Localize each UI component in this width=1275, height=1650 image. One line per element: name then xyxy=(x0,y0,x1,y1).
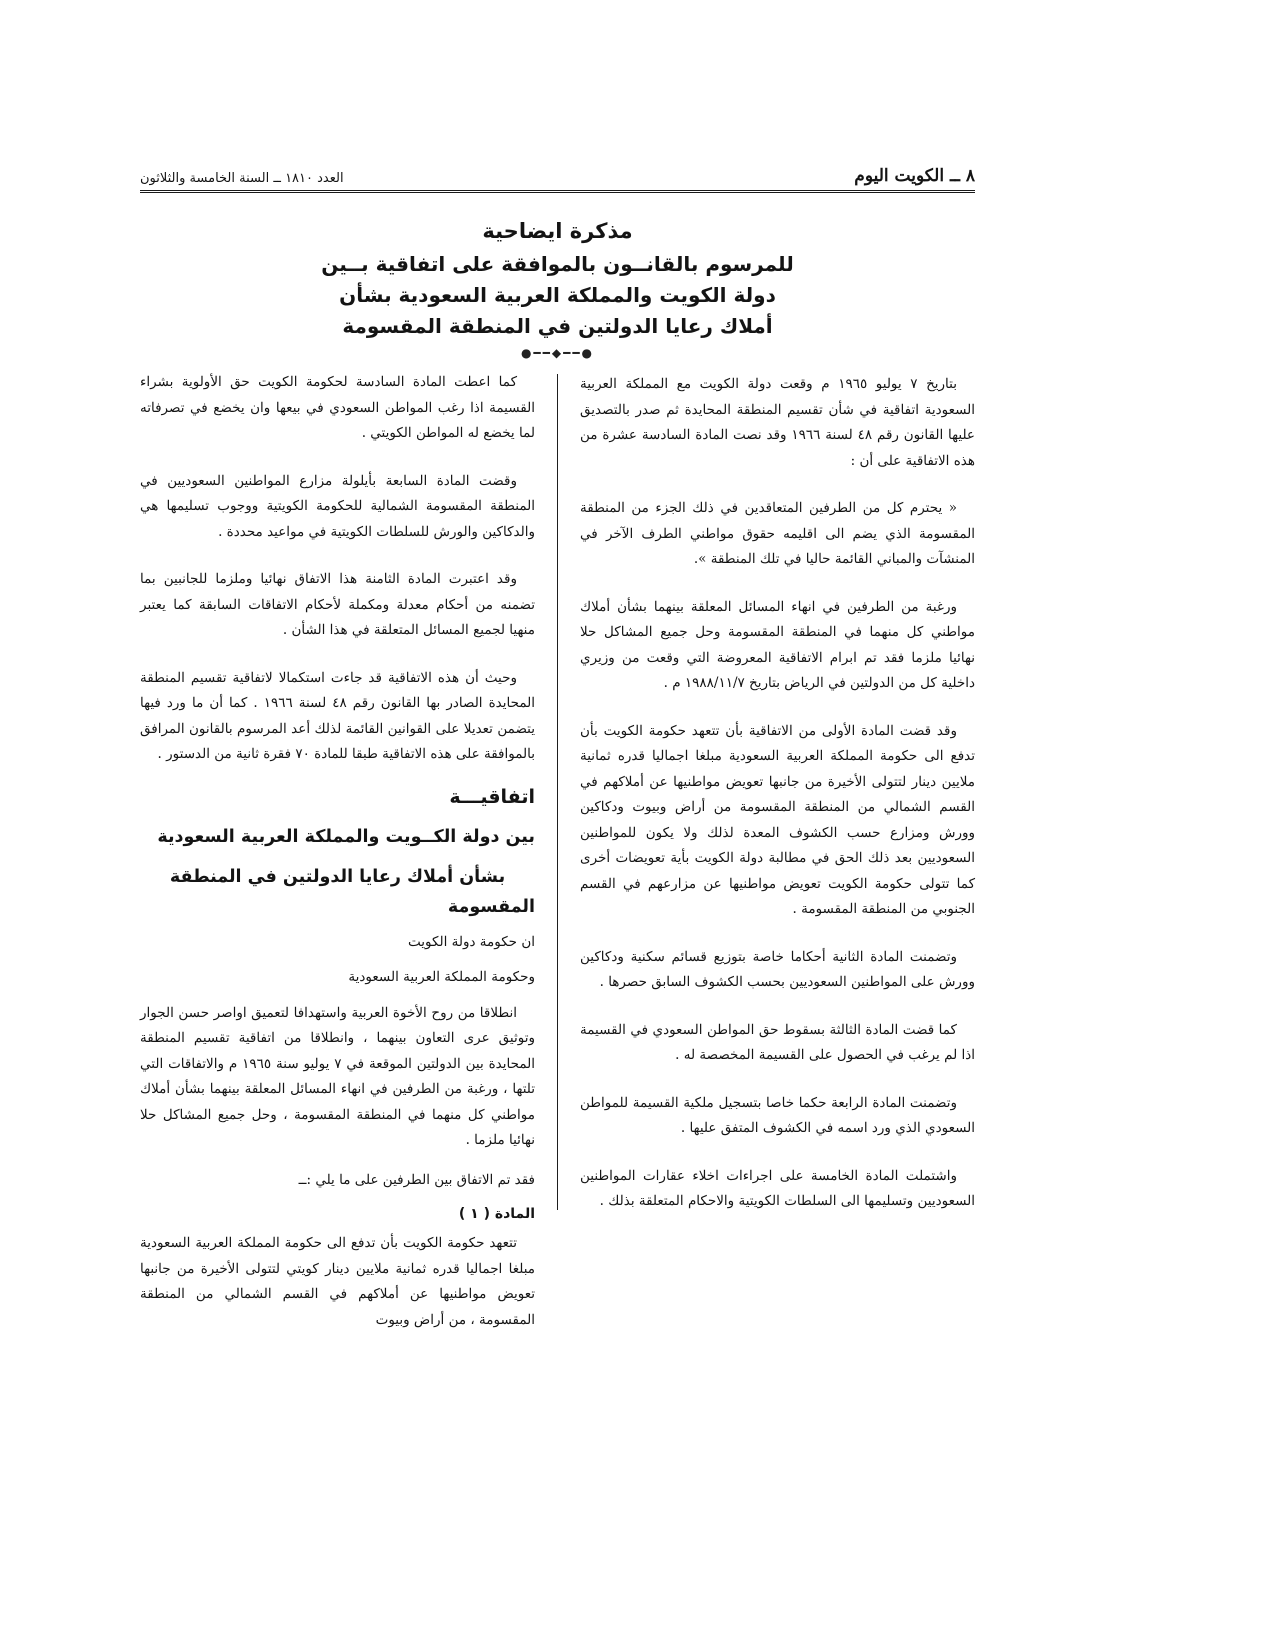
article-heading: المادة ( ١ ) xyxy=(458,1206,535,1222)
memo-title-block xyxy=(140,219,975,360)
memo-title-line-2: دولة الكويت والمملكة العربية السعودية بشأن xyxy=(339,283,776,307)
paragraph: وقضت المادة السابعة بأيلولة مزارع المواطنين السعوديين في المنطقة المقسومة الشمالية للحكومة الكويتية ووجوب تسليمها هي والدكاكين والورش للسلطات الكويتية في مواعيد محددة . xyxy=(140,472,535,540)
body-columns xyxy=(140,370,975,1328)
paragraph: « يحترم كل من الطرفين المتعاقدين في ذلك الجزء من المنطقة المقسومة الذي يضم الى اقليمه حقوق مواطني الطرف الآخر في المنشآت والمباني القائمة حاليا في تلك المنطقة ». xyxy=(580,500,975,567)
paragraph: واشتملت المادة الخامسة على اجراءات اخلاء عقارات المواطنين السعوديين وتسليمها الى السلطات الكويتية والاحكام المتعلقة بذلك . xyxy=(580,1167,975,1209)
newspaper-page xyxy=(140,160,975,1328)
newspaper-name: ٨ ــ الكويت اليوم xyxy=(854,166,975,186)
paragraph: ورغبة من الطرفين في انهاء المسائل المعلقة بينهما بشأن أملاك مواطني كل منهما في المنطقة المقسومة وحل جميع المشاكل حلا نهائيا ملزما فقد تم ابرام الاتفاقية المعروضة التي وقعت من وزيري داخلية كل من الدولتين في الرياض بتاريخ ١٩٨٨/١١/٧ م . xyxy=(580,598,975,691)
issue-info: العدد ١٨١٠ ــ السنة الخامسة والثلاثون xyxy=(140,171,344,186)
party-line: ان حكومة دولة الكويت xyxy=(408,933,535,950)
memo-title: مذكرة ايضاحية xyxy=(482,219,633,243)
column-divider xyxy=(557,374,558,1210)
paragraph: كما اعطت المادة السادسة لحكومة الكويت حق الأولوية بشراء القسيمة اذا رغب المواطن السعودي في بيعها وان يخضع في تصرفاته لما يخضع له المواطن الكويتي . xyxy=(140,374,535,441)
page-header xyxy=(140,160,975,193)
agreement-preamble: انطلاقا من روح الأخوة العربية واستهدافا لتعميق اواصر حسن الجوار وتوثيق عرى التعاون بينهما ، وانطلاقا من اتفاقية تقسيم المنطقة المحايدة بين الدولتين الموقعة في ٧ يوليو سنة ١٩٦٥ م والاتفاقات التي تلتها ، ورغبة من الطرفين في انهاء المسائل المعلقة بينهما بشأن أملاك مواطني كل منهما في المنطقة المقسومة ، وحل جميع المشاكل حلا نهائيا ملزما . xyxy=(140,1004,535,1148)
party-line: وحكومة المملكة العربية السعودية xyxy=(348,969,535,985)
paragraph: بتاريخ ٧ يوليو ١٩٦٥ م وقعت دولة الكويت مع المملكة العربية السعودية اتفاقية في شأن تقسيم المنطقة المحايدة ثم صدر بالتصديق عليها القانون رقم ٤٨ لسنة ١٩٦٦ وقد نصت المادة السادسة عشرة من هذه الاتفاقية على أن : xyxy=(580,376,975,469)
agreed-line: فقد تم الاتفاق بين الطرفين على ما يلي :ــ xyxy=(298,1171,535,1188)
right-column xyxy=(580,370,975,1230)
memo-title-line-3: أملاك رعايا الدولتين في المنطقة المقسومة xyxy=(342,314,773,338)
left-column xyxy=(140,370,535,1328)
paragraph: وقد اعتبرت المادة الثامنة هذا الاتفاق نهائيا وملزما للجانبين بما تضمنه من أحكام معدلة ومكملة لأحكام الاتفاقات السابقة كما يعتبر منهيا لجميع المسائل المتعلقة في هذا الشأن . xyxy=(140,571,535,638)
agreement-title-line-1: بين دولة الكــويت والمملكة العربية السعودية xyxy=(157,826,535,847)
paragraph: كما قضت المادة الثالثة بسقوط حق المواطن السعودي في القسيمة اذا لم يرغب في الحصول على القسيمة المخصصة له . xyxy=(580,1021,975,1063)
memo-title-line-1: للمرسوم بالقانــون بالموافقة على اتفاقية بــين xyxy=(321,252,794,276)
paragraph: وقد قضت المادة الأولى من الاتفاقية بأن تتعهد حكومة الكويت بأن تدفع الى حكومة المملكة العربية السعودية مبلغا اجماليا قدره ثمانية ملايين دينار لتتولى الأخيرة من جانبها تعويض مواطنيها عن أملاكهم في القسم الشمالي من المنطقة المقسومة من أراض وبيوت ودكاكين وورش ومزارع حسب الكشوف المعدة لذلك ولا يكون للمواطنين السعوديين بعد ذلك الحق في مطالبة دولة الكويت بأية تعويضات أخرى كما تتولى حكومة الكويت تعويض مواطنيها عن مزارعهم في القسم الجنوبي من المنطقة المقسومة . xyxy=(580,722,975,917)
title-ornament: ●━━◆━━● xyxy=(520,346,595,360)
agreement-title-line-2: بشأن أملاك رعايا الدولتين في المنطقة المقسومة xyxy=(169,866,535,917)
paragraph: وتضمنت المادة الثانية أحكاما خاصة بتوزيع قسائم سكنية ودكاكين وورش على المواطنين السعوديين بحسب الكشوف السابق حصرها . xyxy=(580,948,975,990)
paragraph: وتضمنت المادة الرابعة حكما خاصا بتسجيل ملكية القسيمة للمواطن السعودي الذي ورد اسمه في الكشوف المتفق عليها . xyxy=(580,1094,975,1136)
agreement-heading: اتفاقيـــة xyxy=(449,785,535,808)
paragraph: وحيث أن هذه الاتفاقية قد جاءت استكمالا لاتفاقية تقسيم المنطقة المحايدة الصادر بها القانون رقم ٤٨ لسنة ١٩٦٦ . كما أن ما ورد فيها يتضمن تعديلا على القوانين القائمة لذلك أعد المرسوم بالقانون المرافق بالموافقة على هذه الاتفاقية طبقا للمادة ٧٠ فقرة ثانية من الدستور . xyxy=(140,669,535,762)
article-text: تتعهد حكومة الكويت بأن تدفع الى حكومة المملكة العربية السعودية مبلغا اجماليا قدره ثمانية ملايين دينار كويتي لتتولى الأخيرة من جانبها تعويض مواطنيها عن أملاكهم في القسم الشمالي من المنطقة المقسومة ، من أراض وبيوت xyxy=(140,1235,535,1328)
